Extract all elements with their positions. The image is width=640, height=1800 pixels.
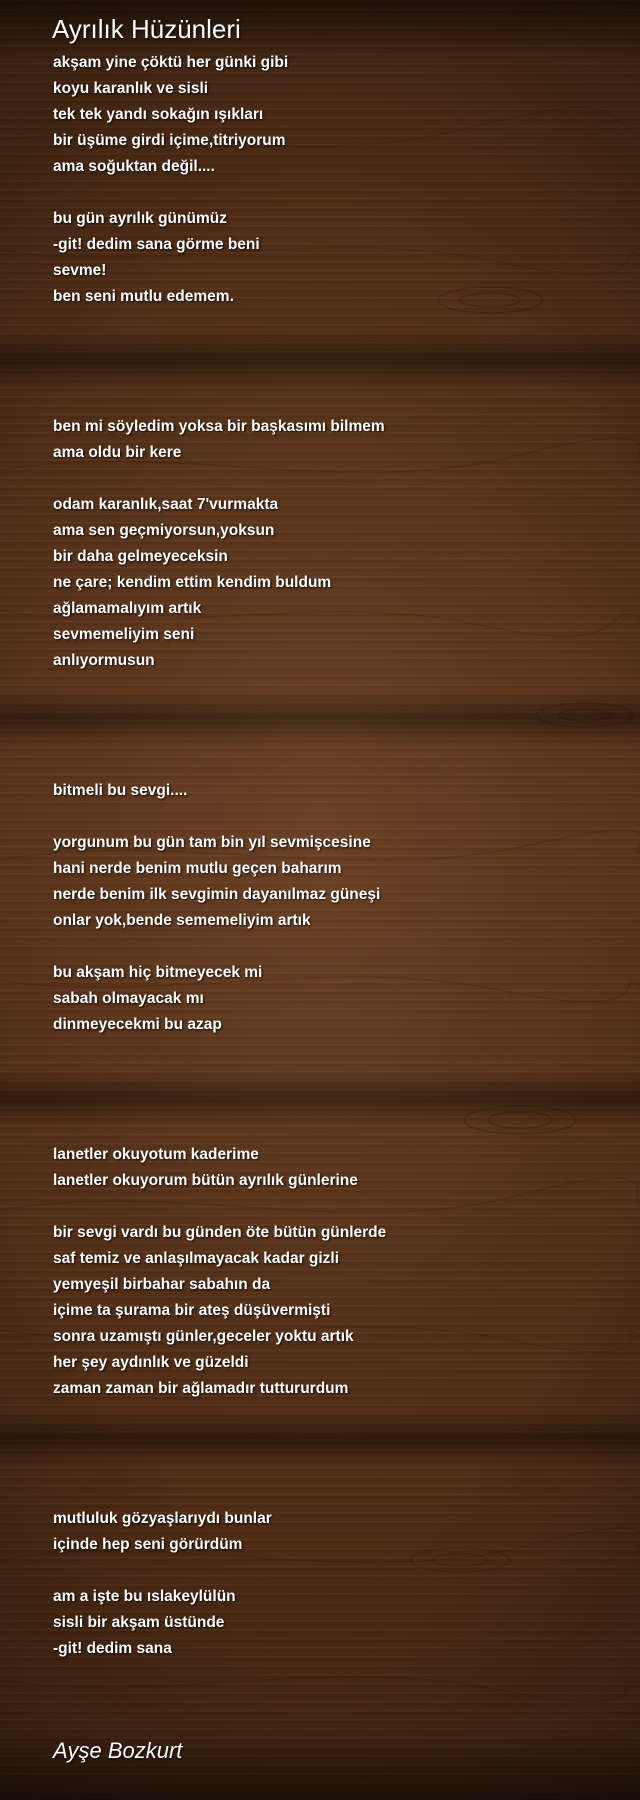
poem-title: Ayrılık Hüzünleri xyxy=(52,14,241,44)
poem-line: sonra uzamıştı günler,geceler yoktu artık xyxy=(53,1328,354,1345)
poem-stanza-break xyxy=(53,1090,613,1116)
poem-line: ağlamamalıyım artık xyxy=(53,600,202,617)
poem-line: bu akşam hiç bitmeyecek mi xyxy=(53,964,263,981)
poem-line: koyu karanlık ve sisli xyxy=(53,80,209,97)
poem-stanza-break xyxy=(53,804,613,830)
poem-line: sevmemeliyim seni xyxy=(53,626,195,643)
poem-line: sisli bir akşam üstünde xyxy=(53,1614,225,1631)
poem-stanza-break xyxy=(53,362,613,388)
poem-stanza-break xyxy=(53,1480,613,1506)
poem-line: bir daha gelmeyeceksin xyxy=(53,548,228,565)
poem-line: lanetler okuyorum bütün ayrılık günlerine xyxy=(53,1172,358,1189)
poem-stanza-break xyxy=(53,1428,613,1454)
poem-line: sevme! xyxy=(53,262,107,279)
poem-stanza-break xyxy=(53,336,613,362)
poem-line: mutluluk gözyaşlarıydı bunlar xyxy=(53,1510,272,1527)
poem-line: odam karanlık,saat 7'vurmakta xyxy=(53,496,279,513)
poem-line: lanetler okuyotum kaderime xyxy=(53,1146,259,1163)
poem-stanza-break xyxy=(53,1454,613,1480)
poem-line: anlıyormusun xyxy=(53,652,155,669)
poem-stanza-break xyxy=(53,700,613,726)
poem-line: bir sevgi vardı bu günden öte bütün günlerde xyxy=(53,1224,387,1241)
poem-line: ama sen geçmiyorsun,yoksun xyxy=(53,522,275,539)
poem-line: ben seni mutlu edemem. xyxy=(53,288,234,305)
poem-stanza-break xyxy=(53,1116,613,1142)
poem-stanza-break xyxy=(53,1038,613,1064)
poem-stanza-break xyxy=(53,752,613,778)
poem-line: am a işte bu ıslakeylülün xyxy=(53,1588,236,1605)
poem-line: -git! dedim sana görme beni xyxy=(53,236,260,253)
poem-stanza-break xyxy=(53,674,613,700)
poem-line: yemyeşil birbahar sabahın da xyxy=(53,1276,271,1293)
poem-line: ama soğuktan değil.... xyxy=(53,158,215,175)
poem-line: hani nerde benim mutlu geçen baharım xyxy=(53,860,342,877)
poem-stanza-break xyxy=(53,726,613,752)
poem-line: onlar yok,bende sememeliyim artık xyxy=(53,912,311,929)
poem-stanza-break xyxy=(53,1402,613,1428)
poem-line: yorgunum bu gün tam bin yıl sevmişcesine xyxy=(53,834,371,851)
poem-line: içime ta şurama bir ateş düşüvermişti xyxy=(53,1302,331,1319)
poem-line: bitmeli bu sevgi.... xyxy=(53,782,188,799)
poem-line: dinmeyecekmi bu azap xyxy=(53,1016,222,1033)
poem-line: zaman zaman bir ağlamadır tuttururdum xyxy=(53,1380,349,1397)
poem-stanza-break xyxy=(53,388,613,414)
poem-stanza-break xyxy=(53,466,613,492)
poem-line: sabah olmayacak mı xyxy=(53,990,204,1007)
poem-line: tek tek yandı sokağın ışıkları xyxy=(53,106,264,123)
poem-stanza-break xyxy=(53,1558,613,1584)
poem-stanza-break xyxy=(53,310,613,336)
poem-line: akşam yine çöktü her günki gibi xyxy=(53,54,289,71)
poem-stanza-break xyxy=(53,1064,613,1090)
poem-stanza-break xyxy=(53,934,613,960)
poem-body xyxy=(53,50,613,1662)
poem-line: içinde hep seni görürdüm xyxy=(53,1536,243,1553)
poem-author: Ayşe Bozkurt xyxy=(53,1738,183,1763)
poem-line: -git! dedim sana xyxy=(53,1640,172,1657)
poem-stanza-break xyxy=(53,180,613,206)
poem-stanza-break xyxy=(53,1194,613,1220)
poem-line: her şey aydınlık ve güzeldi xyxy=(53,1354,249,1371)
poem-line: nerde benim ilk sevgimin dayanılmaz güneşi xyxy=(53,886,381,903)
poem-line: ne çare; kendim ettim kendim buldum xyxy=(53,574,332,591)
poem-line: saf temiz ve anlaşılmayacak kadar gizli xyxy=(53,1250,340,1267)
poem-line: bir üşüme girdi içime,titriyorum xyxy=(53,132,286,149)
poem-line: ama oldu bir kere xyxy=(53,444,182,461)
poem-line: bu gün ayrılık günümüz xyxy=(53,210,227,227)
poem-line: ben mi söyledim yoksa bir başkasımı bilmem xyxy=(53,418,385,435)
poem-content xyxy=(53,14,613,1662)
